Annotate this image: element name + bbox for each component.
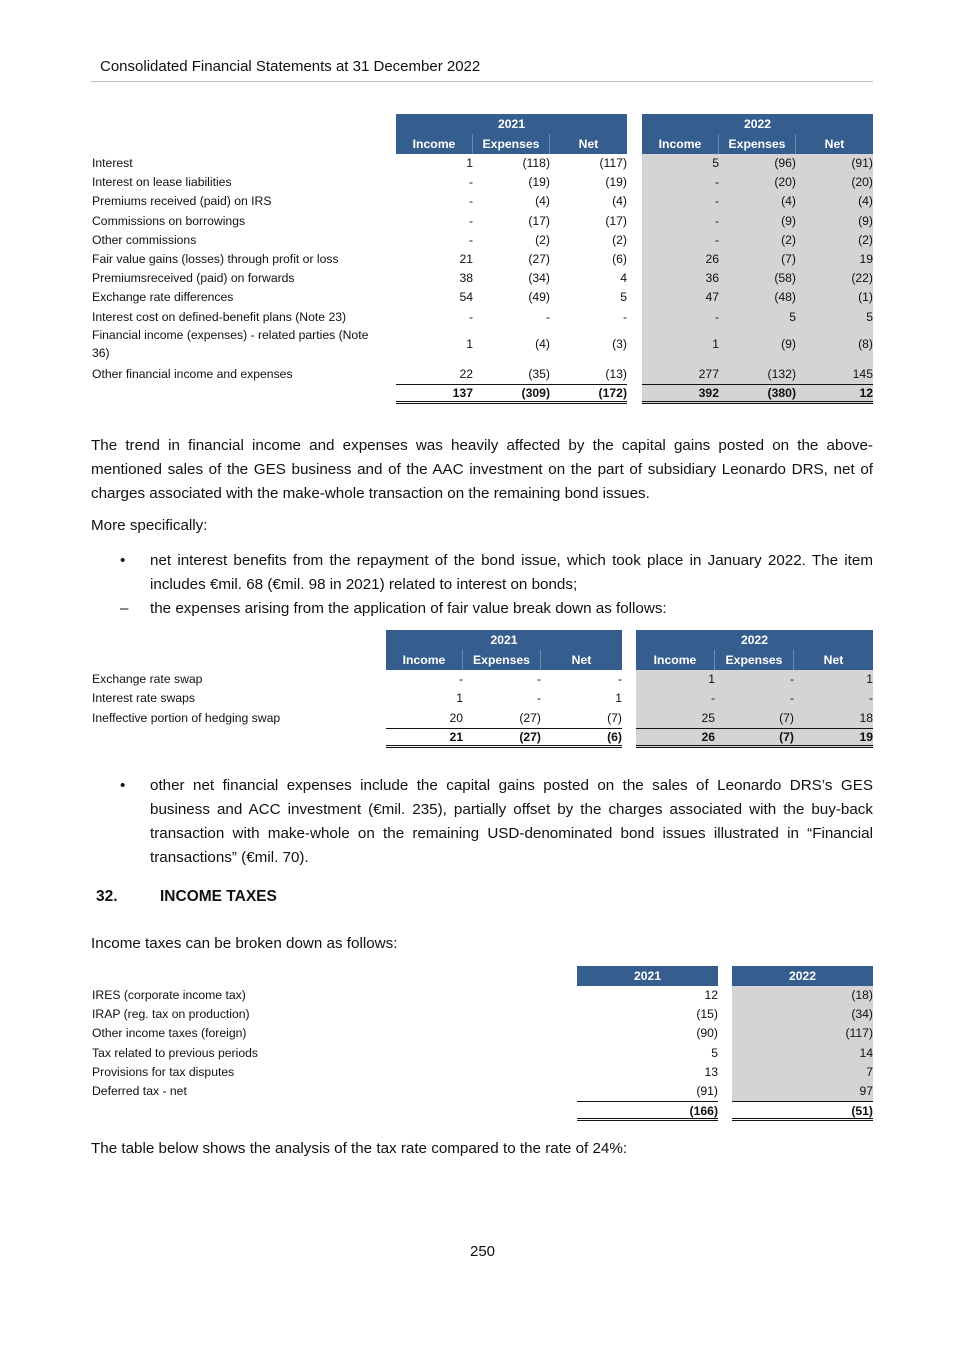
value-2022: (34) <box>732 1005 873 1024</box>
row-label: Other financial income and expenses <box>92 366 293 381</box>
table-row <box>91 986 873 1005</box>
value-2021: 5 <box>620 290 627 305</box>
value-2021: 1 <box>456 691 463 706</box>
value-2022: - <box>710 691 715 706</box>
row-label: Interest <box>92 156 133 170</box>
value-2021: - <box>536 691 541 706</box>
value-2022: 18 <box>859 710 873 725</box>
value-2021: (4) <box>612 194 627 209</box>
row-label: Interest on lease liabilities <box>92 175 232 190</box>
value-2021: - <box>458 672 463 686</box>
value-2022: 7 <box>732 1063 873 1082</box>
total-2022: 19 <box>859 729 873 744</box>
row-label: Fair value gains (losses) through profit or loss <box>92 251 339 266</box>
value-2021: (6) <box>612 251 627 266</box>
column-header-expenses: Expenses <box>719 134 796 154</box>
value-2021: - <box>468 232 473 247</box>
table-row <box>91 154 873 173</box>
bullet-dot: • <box>120 777 126 794</box>
value-2021: (35) <box>528 366 550 381</box>
value-2022: (48) <box>774 290 796 305</box>
value-2022: (22) <box>851 271 873 286</box>
column-header-income: Income <box>386 650 463 670</box>
income-taxes-table <box>91 966 873 1121</box>
value-2022: 1 <box>712 336 719 351</box>
value-2022: - <box>714 213 719 228</box>
value-2022: (58) <box>774 271 796 286</box>
value-2021: - <box>622 309 627 324</box>
value-2022: - <box>714 194 719 209</box>
column-header-income: Income <box>396 134 473 154</box>
row-label: Premiumsreceived (paid) on forwards <box>92 271 295 286</box>
column-header-income: Income <box>636 650 715 670</box>
value-2022: 145 <box>852 366 873 381</box>
column-header-row <box>91 134 873 154</box>
section-number: 32. <box>96 888 118 905</box>
value-2022: (9) <box>858 213 873 228</box>
value-2022: 25 <box>701 710 715 725</box>
total-2021: (172) <box>598 385 627 400</box>
year-header-2022: 2022 <box>642 114 873 134</box>
value-2022: 36 <box>705 271 719 286</box>
value-2022: 5 <box>712 156 719 170</box>
row-label: Financial income (expenses) - related parties (Note <box>92 327 369 342</box>
table-row <box>91 327 873 365</box>
value-2021: (4) <box>535 336 550 351</box>
value-2022: - <box>714 309 719 324</box>
value-2022: (132) <box>767 366 796 381</box>
row-label: Other income taxes (foreign) <box>92 1026 247 1041</box>
total-row <box>91 1101 873 1121</box>
column-header-row <box>91 650 873 670</box>
year-header-2022: 2022 <box>636 630 873 650</box>
value-2022: 1 <box>708 672 715 686</box>
value-2021: (3) <box>612 336 627 351</box>
value-2022: 19 <box>859 251 873 266</box>
column-header-net: Net <box>541 650 622 670</box>
value-2021: - <box>468 175 473 190</box>
total-2022: 12 <box>859 385 873 400</box>
value-2022: - <box>868 691 873 706</box>
value-2021: (2) <box>612 232 627 247</box>
year-header-row <box>91 966 873 986</box>
value-2022: (4) <box>781 194 796 209</box>
section-title: INCOME TAXES <box>160 888 277 905</box>
value-2021: (19) <box>528 175 550 190</box>
table-row <box>91 1005 873 1024</box>
fair-value-table <box>91 630 873 748</box>
row-label: IRAP (reg. tax on production) <box>92 1007 250 1022</box>
value-2022: 277 <box>698 366 719 381</box>
total-2021: (6) <box>607 729 622 744</box>
value-2021: (34) <box>528 271 550 286</box>
table-row <box>91 689 873 708</box>
value-2021: 22 <box>459 366 473 381</box>
year-header-row <box>91 114 873 134</box>
value-2021: 20 <box>449 710 463 725</box>
value-2021: (90) <box>696 1026 718 1041</box>
value-2021: - <box>468 309 473 324</box>
value-2022: 47 <box>705 290 719 305</box>
year-header-2021: 2021 <box>577 966 718 986</box>
value-2022: - <box>714 175 719 190</box>
value-2021: (27) <box>528 251 550 266</box>
column-header-income: Income <box>642 134 719 154</box>
value-2022: (2) <box>858 232 873 247</box>
bullet-fair-value <box>91 597 873 621</box>
header-divider <box>91 81 873 82</box>
value-2021: (27) <box>519 710 541 725</box>
table-row <box>91 1024 873 1043</box>
value-2021: (17) <box>605 213 627 228</box>
value-2022: (18) <box>732 986 873 1005</box>
value-2021: (4) <box>535 194 550 209</box>
financial-income-expenses-table <box>91 114 873 404</box>
value-2022: 97 <box>732 1082 873 1101</box>
total-row <box>91 384 873 404</box>
total-2021: 21 <box>449 729 463 744</box>
value-2021: (91) <box>696 1083 718 1098</box>
bullet-text: the expenses arising from the application of fair value break down as follows: <box>150 600 667 617</box>
bullet-dot: • <box>120 552 126 569</box>
value-2021: 1 <box>615 691 622 706</box>
value-2021: (7) <box>607 710 622 725</box>
value-2021: - <box>536 672 541 686</box>
value-2022: (7) <box>779 710 794 725</box>
bullet-net-interest <box>91 549 873 597</box>
row-label: Provisions for tax disputes <box>92 1064 235 1079</box>
row-label: Interest cost on defined-benefit plans (Note 23) <box>92 309 347 324</box>
page-header: Consolidated Financial Statements at 31 December 2022 <box>100 58 481 75</box>
value-2021: (17) <box>528 213 550 228</box>
bullet-text: other net financial expenses include the capital gains posted on the sales of Leonardo DRS’s GES business and ACC investment (€mil. 235), partially offset by the charges associated with the buy-back transaction with make-whole on the remaining USD-denominated bond issues illustrated in “Financial transactions” (€mil. 70). <box>150 777 873 866</box>
paragraph-more-specifically: More specifically: <box>91 517 208 534</box>
value-2022: - <box>789 672 794 686</box>
value-2022: - <box>714 232 719 247</box>
value-2022: - <box>789 691 794 706</box>
table-row <box>91 709 873 728</box>
value-2022: (117) <box>732 1024 873 1043</box>
value-2022: (20) <box>774 175 796 190</box>
row-label: Tax related to previous periods <box>92 1045 258 1060</box>
value-2022: (2) <box>781 232 796 247</box>
table-row <box>91 173 873 192</box>
value-2021: - <box>468 194 473 209</box>
paragraph-trend: The trend in financial income and expenses was heavily affected by the capital gains posted on the above-mentioned sales of the GES business and of the AAC investment on the part of subsidiary Leonardo DRS, net of charges associated with the make-whole transaction on the remaining bond issues. <box>91 437 873 502</box>
value-2022: (7) <box>781 251 796 266</box>
table-row <box>91 308 873 327</box>
total-2022: 392 <box>698 385 719 400</box>
bullet-other-net <box>91 774 873 870</box>
table-row <box>91 1082 873 1101</box>
value-2022: (96) <box>774 156 796 170</box>
total-2022: (380) <box>767 385 796 400</box>
value-2021: (13) <box>605 366 627 381</box>
value-2022: 1 <box>866 672 873 686</box>
value-2022: (9) <box>781 336 796 351</box>
total-2021: (27) <box>519 729 541 744</box>
paragraph-income-taxes: Income taxes can be broken down as follows: <box>91 935 398 952</box>
value-2021: (2) <box>535 232 550 247</box>
value-2022: (8) <box>858 336 873 351</box>
value-2022: 26 <box>705 251 719 266</box>
total-2022: 26 <box>701 729 715 744</box>
row-label: Interest rate swaps <box>92 691 195 706</box>
value-2021: 13 <box>704 1064 718 1079</box>
value-2021: 12 <box>704 988 718 1002</box>
column-header-net: Net <box>550 134 627 154</box>
column-header-net: Net <box>796 134 873 154</box>
value-2021: 1 <box>466 336 473 351</box>
value-2021: 38 <box>459 271 473 286</box>
row-label: Exchange rate differences <box>92 290 234 305</box>
bullet-dash: – <box>120 600 129 617</box>
row-label: Exchange rate swap <box>92 672 203 686</box>
value-2021: - <box>468 213 473 228</box>
table-row <box>91 670 873 689</box>
column-header-expenses: Expenses <box>463 650 541 670</box>
value-2022: (9) <box>781 213 796 228</box>
value-2022: (20) <box>851 175 873 190</box>
value-2021: - <box>617 672 622 686</box>
table-row <box>91 269 873 288</box>
total-2022: (7) <box>779 729 794 744</box>
value-2021: 1 <box>466 156 473 170</box>
total-2021: 137 <box>452 385 473 400</box>
value-2021: (49) <box>528 290 550 305</box>
year-header-2022: 2022 <box>732 966 873 986</box>
paragraph-tax-rate: The table below shows the analysis of the tax rate compared to the rate of 24%: <box>91 1140 628 1157</box>
value-2021: (19) <box>605 175 627 190</box>
total-row <box>91 728 873 748</box>
table-row <box>91 212 873 231</box>
row-label: Deferred tax - net <box>92 1083 187 1098</box>
table-row <box>91 288 873 307</box>
column-header-expenses: Expenses <box>473 134 550 154</box>
value-2021: 21 <box>459 251 473 266</box>
row-label: Ineffective portion of hedging swap <box>92 710 281 725</box>
table-row <box>91 365 873 384</box>
value-2021: 54 <box>459 290 473 305</box>
value-2022: (1) <box>858 290 873 305</box>
value-2021: (118) <box>522 156 550 170</box>
row-label: Commissions on borrowings <box>92 213 246 228</box>
table-row <box>91 192 873 211</box>
table-row <box>91 1044 873 1063</box>
table-row <box>91 1063 873 1082</box>
table-row <box>91 250 873 269</box>
value-2022: (91) <box>851 156 873 170</box>
column-header-expenses: Expenses <box>715 650 794 670</box>
row-label: Premiums received (paid) on IRS <box>92 194 272 209</box>
row-label-continued: 36) <box>92 345 110 360</box>
value-2021: (15) <box>696 1007 718 1022</box>
total-2022: (51) <box>732 1101 873 1121</box>
value-2022: (4) <box>858 194 873 209</box>
value-2022: 14 <box>732 1044 873 1063</box>
value-2022: 5 <box>866 309 873 324</box>
row-label: Other commissions <box>92 232 197 247</box>
year-header-2021: 2021 <box>396 114 627 134</box>
value-2021: 5 <box>711 1045 718 1060</box>
value-2021: 4 <box>620 271 627 286</box>
year-header-row <box>91 630 873 650</box>
total-2021: (309) <box>521 385 550 400</box>
table-row <box>91 231 873 250</box>
value-2021: (117) <box>599 156 627 170</box>
value-2021: - <box>545 309 550 324</box>
value-2022: 5 <box>789 309 796 324</box>
bullet-text: net interest benefits from the repayment of the bond issue, which took place in January 2022. The item includes €mil. 68 (€mil. 98 in 2021) related to interest on bonds; <box>150 552 873 593</box>
total-2021: (166) <box>577 1101 718 1121</box>
column-header-net: Net <box>794 650 873 670</box>
page-number: 250 <box>469 1243 496 1260</box>
row-label: IRES (corporate income tax) <box>92 988 246 1002</box>
year-header-2021: 2021 <box>386 630 622 650</box>
